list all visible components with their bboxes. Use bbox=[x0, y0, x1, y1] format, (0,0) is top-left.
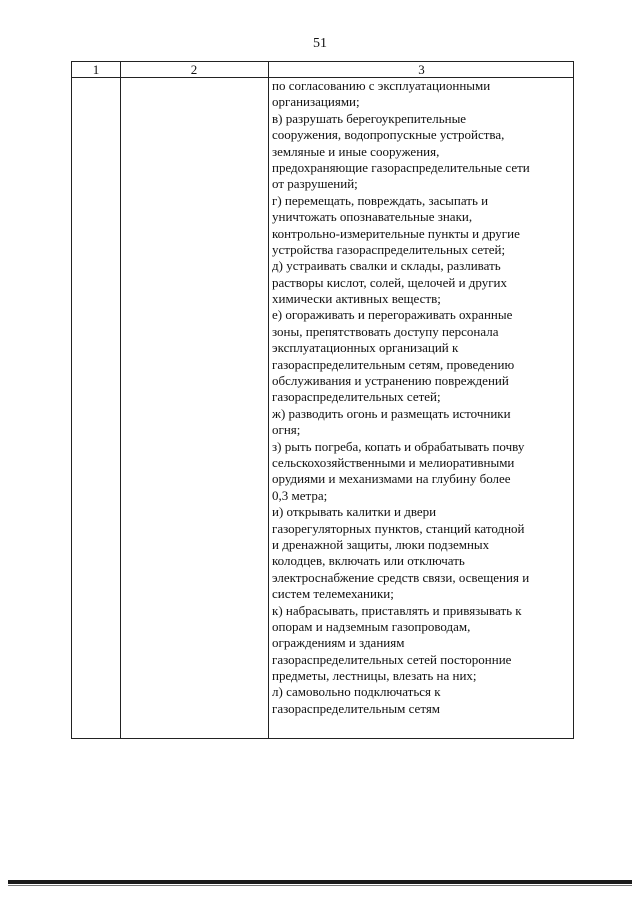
text-line: организациями; bbox=[272, 94, 360, 110]
text-line: л) самовольно подключаться к bbox=[272, 684, 441, 700]
document-table bbox=[71, 61, 574, 739]
column-divider bbox=[120, 62, 121, 738]
text-line: устройства газораспределительных сетей; bbox=[272, 241, 506, 257]
column-header-2: 2 bbox=[190, 62, 198, 77]
text-line: колодцев, включать или отключать bbox=[272, 553, 465, 569]
text-line: газораспределительным сетям bbox=[272, 700, 441, 716]
text-line: газораспределительным сетям, проведению bbox=[272, 356, 515, 372]
column-divider bbox=[268, 62, 269, 738]
text-line: е) огораживать и перегораживать охранные bbox=[272, 307, 513, 323]
text-line: газораспределительных сетей посторонние bbox=[272, 651, 512, 667]
text-line: зоны, препятствовать доступу персонала bbox=[272, 323, 499, 339]
text-line: предохраняющие газораспределительные сети bbox=[272, 159, 530, 175]
text-line: опорам и надземным газопроводам, bbox=[272, 618, 471, 634]
text-line: г) перемещать, повреждать, засыпать и bbox=[272, 192, 489, 208]
text-line: обслуживания и устранению повреждений bbox=[272, 373, 509, 389]
column-header-3: 3 bbox=[418, 62, 425, 77]
text-line: ограждениям и зданиям bbox=[272, 635, 405, 651]
text-line: контрольно-измерительные пункты и другие bbox=[272, 225, 520, 241]
text-line: от разрушений; bbox=[272, 176, 358, 192]
text-line: предметы, лестницы, влезать на них; bbox=[272, 668, 477, 684]
text-line: химически активных веществ; bbox=[272, 291, 441, 307]
text-line: по согласованию с эксплуатационными bbox=[272, 78, 491, 93]
text-line: уничтожать опознавательные знаки, bbox=[272, 209, 473, 225]
text-line: эксплуатационных организаций к bbox=[272, 340, 459, 356]
page-bottom-rule bbox=[8, 880, 632, 884]
text-line: ж) разводить огонь и размещать источники bbox=[272, 405, 511, 421]
text-line: орудиями и механизмами на глубину более bbox=[272, 471, 511, 487]
text-line: и) открывать калитки и двери bbox=[272, 504, 437, 520]
text-line: и дренажной защиты, люки подземных bbox=[272, 536, 490, 552]
text-line: сооружения, водопропускные устройства, bbox=[272, 127, 505, 143]
text-line: земляные и иные сооружения, bbox=[272, 143, 440, 159]
text-line: 0,3 метра; bbox=[272, 487, 328, 503]
text-line: электроснабжение средств связи, освещения и bbox=[272, 569, 530, 585]
text-line: з) рыть погреба, копать и обрабатывать почву bbox=[272, 438, 525, 454]
text-line: к) набрасывать, приставлять и привязывать к bbox=[272, 602, 522, 618]
text-line: газорегуляторных пунктов, станций катодной bbox=[272, 520, 525, 536]
page-number: 51 bbox=[313, 36, 327, 51]
text-line: огня; bbox=[272, 422, 301, 438]
text-line: д) устраивать свалки и склады, разливать bbox=[272, 258, 501, 274]
page-bottom-rule-shadow bbox=[8, 885, 632, 886]
text-line: в) разрушать берегоукрепительные bbox=[272, 110, 467, 126]
column-3-content bbox=[272, 78, 573, 717]
column-header-1: 1 bbox=[92, 62, 100, 77]
text-line: растворы кислот, солей, щелочей и других bbox=[272, 274, 508, 290]
text-line: газораспределительных сетей; bbox=[272, 389, 441, 405]
text-line: сельскохозяйственными и мелиоративными bbox=[272, 454, 515, 470]
text-line: систем телемеханики; bbox=[272, 586, 394, 602]
